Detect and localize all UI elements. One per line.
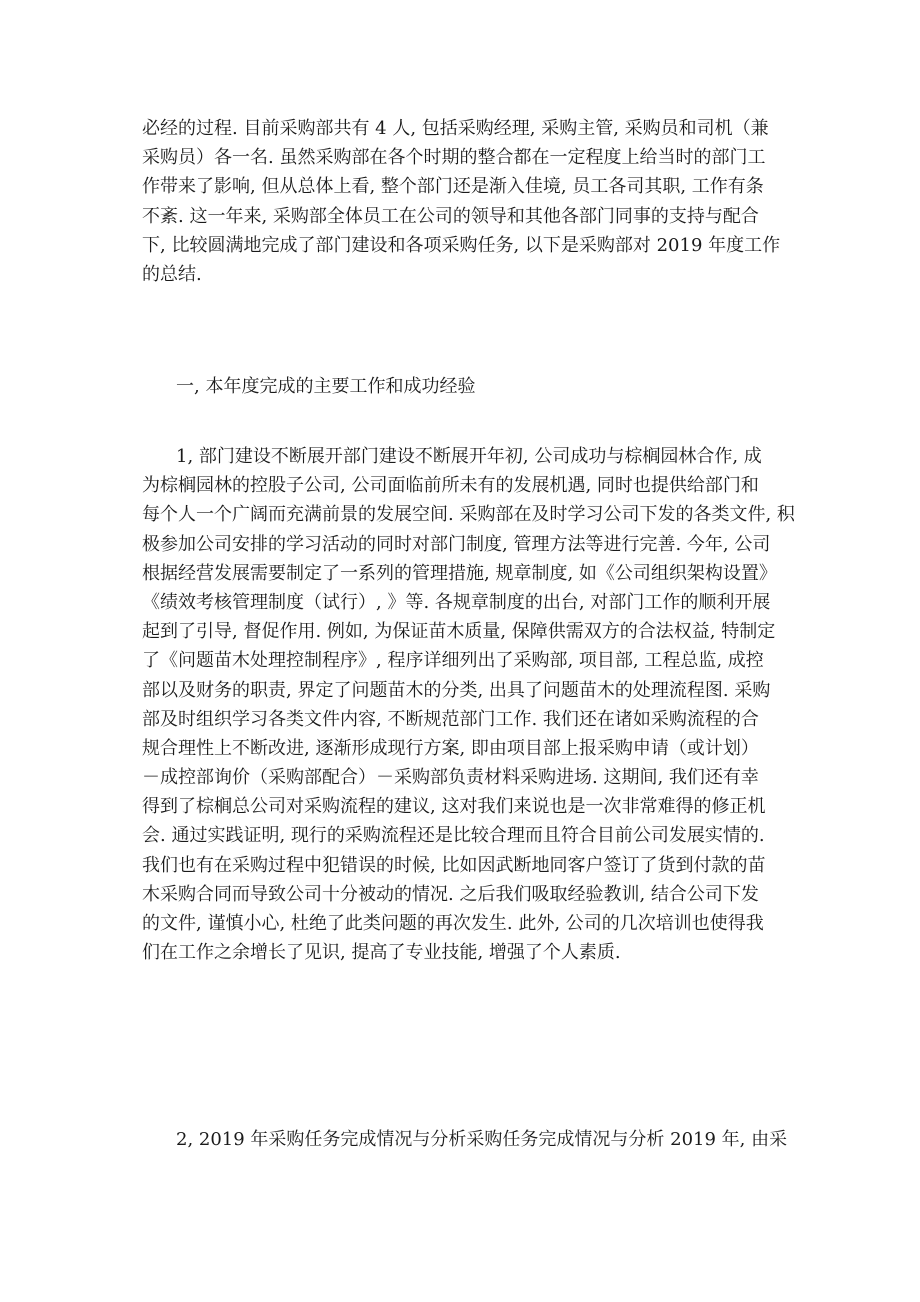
text-line: 我们也有在采购过程中犯错误的时候, 比如因武断地同客户签订了货到付款的苗: [142, 854, 766, 876]
text-line: 了《问题苗木处理控制程序》, 程序详细列出了采购部, 项目部, 工程总监, 成控: [142, 650, 764, 672]
text-line: －成控部询价（采购部配合）－采购部负责材料采购进场. 这期间, 我们还有幸: [142, 767, 759, 789]
text-line: 规合理性上不断改进, 逐渐形成现行方案, 即由项目部上报采购申请（或计划）: [142, 737, 759, 759]
text-line: 必经的过程. 目前采购部共有 4 人, 包括采购经理, 采购主管, 采购员和司机（兼: [142, 118, 769, 139]
text-line: 起到了引导, 督促作用. 例如, 为保证苗木质量, 保障供需双方的合法权益, 特制定: [142, 621, 776, 643]
paragraph-intro-summary: [142, 114, 802, 289]
text-line: 《绩效考核管理制度（试行）, 》等. 各规章制度的出台, 对部门工作的顺利开展: [142, 591, 771, 613]
text-line: 作带来了影响, 但从总体上看, 整个部门还是渐入佳境, 员工各司其职, 工作有条: [142, 176, 764, 198]
section-heading-text: 一, 本年度完成的主要工作和成功经验: [176, 376, 476, 397]
text-line: 部以及财务的职责, 界定了问题苗木的分类, 出具了问题苗木的处理流程图. 采购: [142, 679, 771, 701]
text-line: 得到了棕榈总公司对采购流程的建议, 这对我们来说也是一次非常难得的修正机: [142, 796, 766, 818]
text-line: 木采购合同而导致公司十分被动的情况. 之后我们吸取经验教训, 结合公司下发: [142, 883, 759, 905]
text-line: 1, 部门建设不断展开部门建设不断展开年初, 公司成功与棕榈园林合作, 成: [176, 446, 762, 467]
text-line: 为棕榈园林的控股子公司, 公司面临前所未有的发展机遇, 同时也提供给部门和: [142, 475, 759, 497]
text-line: 采购员）各一名. 虽然采购部在各个时期的整合都在一定程度上给当时的部门工: [142, 147, 766, 169]
text-line: 2, 2019 年采购任务完成情况与分析采购任务完成情况与分析 2019 年, 由采: [176, 1129, 788, 1150]
text-line: 每个人一个广阔而充满前景的发展空间. 采购部在及时学习公司下发的各类文件, 积: [142, 504, 795, 526]
text-line: 的文件, 谨慎小心, 杜绝了此类问题的再次发生. 此外, 公司的几次培训也使得我: [142, 913, 764, 934]
text-line: 的总结.: [142, 263, 202, 285]
text-line: 会. 通过实践证明, 现行的采购流程还是比较合理而且符合目前公司发展实情的.: [142, 825, 765, 847]
paragraph-department-building: [142, 442, 802, 967]
text-line: 下, 比较圆满地完成了部门建设和各项采购任务, 以下是采购部对 2019 年度工作: [142, 234, 781, 256]
paragraph-procurement-tasks: [142, 1125, 802, 1154]
text-line: 不紊. 这一年来, 采购部全体员工在公司的领导和其他各部门同事的支持与配合: [142, 205, 759, 227]
text-line: 根据经营发展需要制定了一系列的管理措施, 规章制度, 如《公司组织架构设置》: [142, 562, 777, 584]
text-line: 极参加公司安排的学习活动的同时对部门制度, 管理方法等进行完善. 今年, 公司: [142, 533, 771, 555]
text-line: 们在工作之余增长了见识, 提高了专业技能, 增强了个人素质.: [142, 942, 621, 964]
section-heading-1: [142, 372, 802, 401]
text-line: 部及时组织学习各类文件内容, 不断规范部门工作. 我们还在诸如采购流程的合: [142, 708, 759, 730]
